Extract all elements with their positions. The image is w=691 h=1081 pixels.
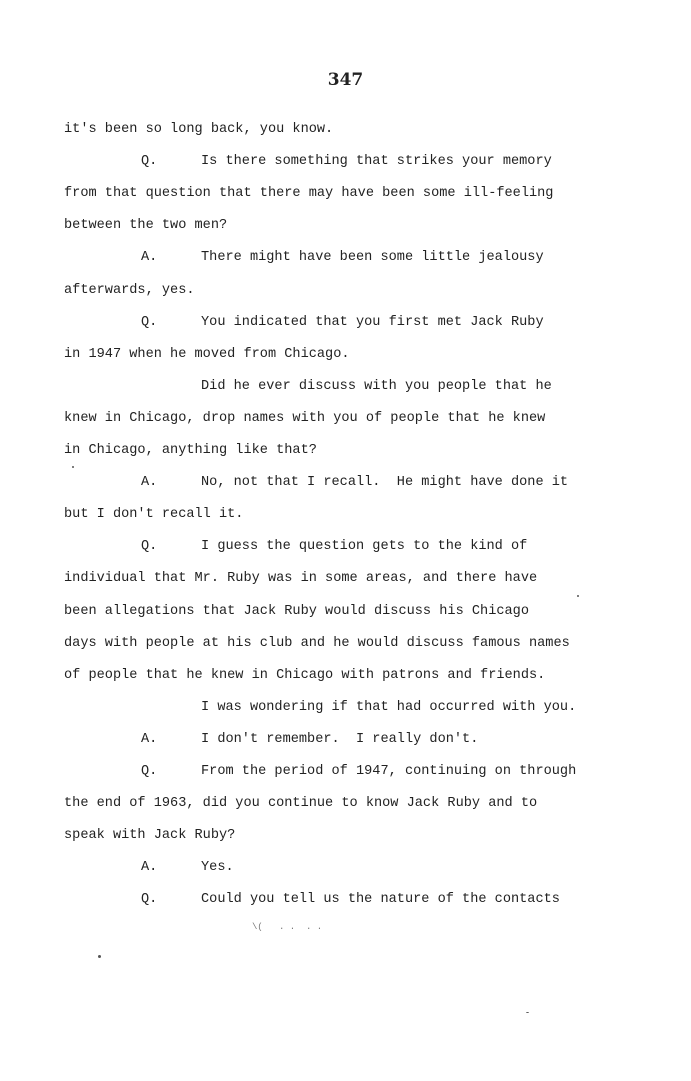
transcript-line: Did he ever discuss with you people that he [201,378,552,394]
transcript-line: I was wondering if that had occurred with you. [201,699,577,715]
transcript-line: it's been so long back, you know. [64,122,334,137]
transcript-line: but I don't recall it. [64,507,244,523]
transcript-line: I don't remember. I really don't. [201,731,479,747]
scan-speck [526,1012,529,1013]
speaker-label: Q. [141,764,158,779]
speaker-label: A. [141,860,158,876]
speaker-label: A. [141,731,158,747]
scan-smudge: \( . . . . [252,922,323,932]
scan-speck [577,595,579,597]
transcript-line: days with people at his club and he would discuss famous names [64,635,570,651]
transcript-line: knew in Chicago, drop names with you of people that he knew [64,410,546,426]
transcript-line: of people that he knew in Chicago with patrons and friends. [64,667,546,683]
transcript-line: From the period of 1947, continuing on through [201,764,577,779]
transcript-line: been allegations that Jack Ruby would discuss his Chicago [64,603,529,619]
scan-speck [98,955,101,958]
transcript-line: Yes. [201,860,234,876]
speaker-label: Q. [141,539,158,555]
speaker-label: A. [141,475,158,491]
transcript-line: I guess the question gets to the kind of [201,539,528,555]
transcript-line: in Chicago, anything like that? [64,443,317,458]
transcript-line: No, not that I recall. He might have done it [201,475,569,491]
transcript-line: from that question that there may have been some ill-feeling [64,186,554,202]
transcript-line: afterwards, yes. [64,282,195,298]
speaker-label: Q. [141,154,158,170]
transcript-line: between the two men? [64,218,228,234]
scan-speck [72,466,74,468]
page-number: 347 [327,70,364,90]
transcript-line: speak with Jack Ruby? [64,828,236,844]
speaker-label: Q. [141,314,158,330]
transcript-line: the end of 1963, did you continue to know Jack Ruby and to [64,796,538,812]
transcript-line: There might have been some little jealousy [201,250,544,266]
transcript-line: individual that Mr. Ruby was in some areas, and there have [64,571,538,587]
transcript-line: Is there something that strikes your memory [201,154,552,170]
transcript-line: You indicated that you first met Jack Ruby [201,314,544,330]
transcript-line: Could you tell us the nature of the contacts [201,892,560,908]
transcript-line: in 1947 when he moved from Chicago. [64,346,350,362]
speaker-label: A. [141,250,158,266]
speaker-label: Q. [141,892,158,908]
